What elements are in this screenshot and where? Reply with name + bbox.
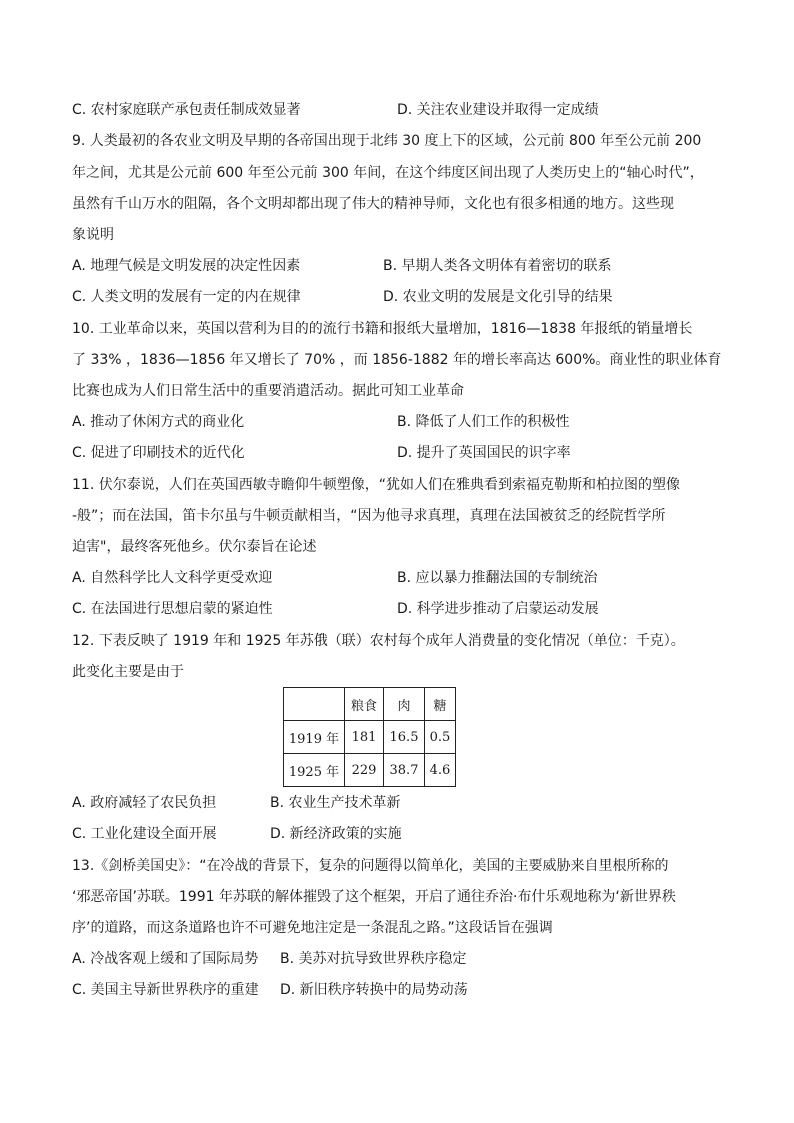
q10-option-b: B. 降低了人们工作的积极性 xyxy=(397,414,570,430)
q12-stem-line: 此变化主要是由于 xyxy=(72,664,184,680)
q11-stem-line: 迫害"，最终客死他乡。伏尔泰旨在论述 xyxy=(72,539,317,555)
q9-option-a: A. 地理气候是文明发展的决定性因素 xyxy=(72,258,301,274)
q10-option-c: C. 促进了印刷技术的近代化 xyxy=(72,445,245,461)
table-header-cell: 肉 xyxy=(384,688,425,721)
q12-option-d: D. 新经济政策的实施 xyxy=(270,826,402,842)
table-cell: 181 xyxy=(345,721,384,754)
consumption-table xyxy=(283,687,456,787)
table-cell: 16.5 xyxy=(384,721,425,754)
q13-option-a: A. 冷战客观上缓和了国际局势 xyxy=(72,951,259,967)
q11-option-d: D. 科学进步推动了启蒙运动发展 xyxy=(397,601,599,617)
q11-stem-line: -般”；而在法国，笛卡尔虽与牛顿贡献相当，“因为他寻求真理，真理在法国被贫乏的经院哲学所 xyxy=(72,508,666,524)
q9-stem-line: 虽然有千山万水的阻隔，各个文明却都出现了伟大的精神导师，文化也有很多相通的地方。这些现 xyxy=(72,196,674,212)
q11-stem-line: 11. 伏尔泰说，人们在英国西敏寺瞻仰牛顿塑像，“犹如人们在雅典看到索福克勒斯和柏拉图的塑像 xyxy=(72,477,680,493)
q8-option-c: C. 农村家庭联产承包责任制成效显著 xyxy=(72,102,301,118)
table-cell: 229 xyxy=(345,754,384,787)
table-row xyxy=(284,721,456,754)
table-row xyxy=(284,754,456,787)
q10-stem-line: 比赛也成为人们日常生活中的重要消遣活动。据此可知工业革命 xyxy=(72,383,464,399)
q12-option-b: B. 农业生产技术革新 xyxy=(270,795,401,811)
q9-stem-line: 年之间，尤其是公元前 600 年至公元前 300 年间，在这个纬度区间出现了人类历史上的“轴心时代”， xyxy=(72,165,704,181)
q9-option-c: C. 人类文明的发展有一定的内在规律 xyxy=(72,289,301,305)
table-header-cell: 粮食 xyxy=(345,688,384,721)
q10-stem-line: 10. 工业革命以来，英国以营利为目的的流行书籍和报纸大量增加，1816—1838 年报纸的销量增长 xyxy=(72,321,693,337)
q13-option-b: B. 美苏对抗导致世界秩序稳定 xyxy=(280,951,467,967)
q12-option-c: C. 工业化建设全面开展 xyxy=(72,826,217,842)
q9-option-b: B. 早期人类各文明体有着密切的联系 xyxy=(383,258,612,274)
q13-stem-line: 13.《剑桥美国史》：“在冷战的背景下，复杂的问题得以简单化，美国的主要威胁来自里根所称的 xyxy=(72,858,669,874)
q13-option-c: C. 美国主导新世界秩序的重建 xyxy=(72,982,259,998)
q11-option-c: C. 在法国进行思想启蒙的紧迫性 xyxy=(72,601,273,617)
q11-option-b: B. 应以暴力推翻法国的专制统治 xyxy=(397,570,598,586)
q12-stem-line: 12. 下表反映了 1919 年和 1925 年苏俄（联）农村每个成年人消费量的变化情况（单位：千克）。 xyxy=(72,633,685,649)
q9-option-d: D. 农业文明的发展是文化引导的结果 xyxy=(383,289,613,305)
q10-option-a: A. 推动了休闲方式的商业化 xyxy=(72,414,245,430)
q13-stem-line: ‘邪恶帝国’苏联。1991 年苏联的解体摧毁了这个框架，开启了通往乔治·布什乐观地称为‘新世界秩 xyxy=(72,889,676,905)
q13-stem-line: 序’的道路，而这条道路也许不可避免地注定是一条混乱之路。”这段话旨在强调 xyxy=(72,920,553,936)
q9-stem-line: 9. 人类最初的各农业文明及早期的各帝国出现于北纬 30 度上下的区域，公元前 800 年至公元前 200 xyxy=(72,133,702,149)
table-cell: 0.5 xyxy=(425,721,456,754)
q10-stem-line: 了 33% ，1836—1856 年又增长了 70% ，而 1856-1882 年的增长率高达 600%。商业性的职业体育 xyxy=(72,352,722,368)
q10-option-d: D. 提升了英国国民的识字率 xyxy=(397,445,571,461)
table-cell: 38.7 xyxy=(384,754,425,787)
q11-option-a: A. 自然科学比人文科学更受欢迎 xyxy=(72,570,273,586)
table-cell: 1925 年 xyxy=(284,754,345,787)
q8-option-d: D. 关注农业建设并取得一定成绩 xyxy=(397,102,599,118)
table-cell: 4.6 xyxy=(425,754,456,787)
table-cell: 1919 年 xyxy=(284,721,345,754)
table-header-cell: 糖 xyxy=(425,688,456,721)
q12-option-a: A. 政府减轻了农民负担 xyxy=(72,795,217,811)
table-header-cell xyxy=(284,688,345,721)
q9-stem-line: 象说明 xyxy=(72,227,114,243)
q13-option-d: D. 新旧秩序转换中的局势动荡 xyxy=(280,982,468,998)
table-header-row xyxy=(284,688,456,721)
